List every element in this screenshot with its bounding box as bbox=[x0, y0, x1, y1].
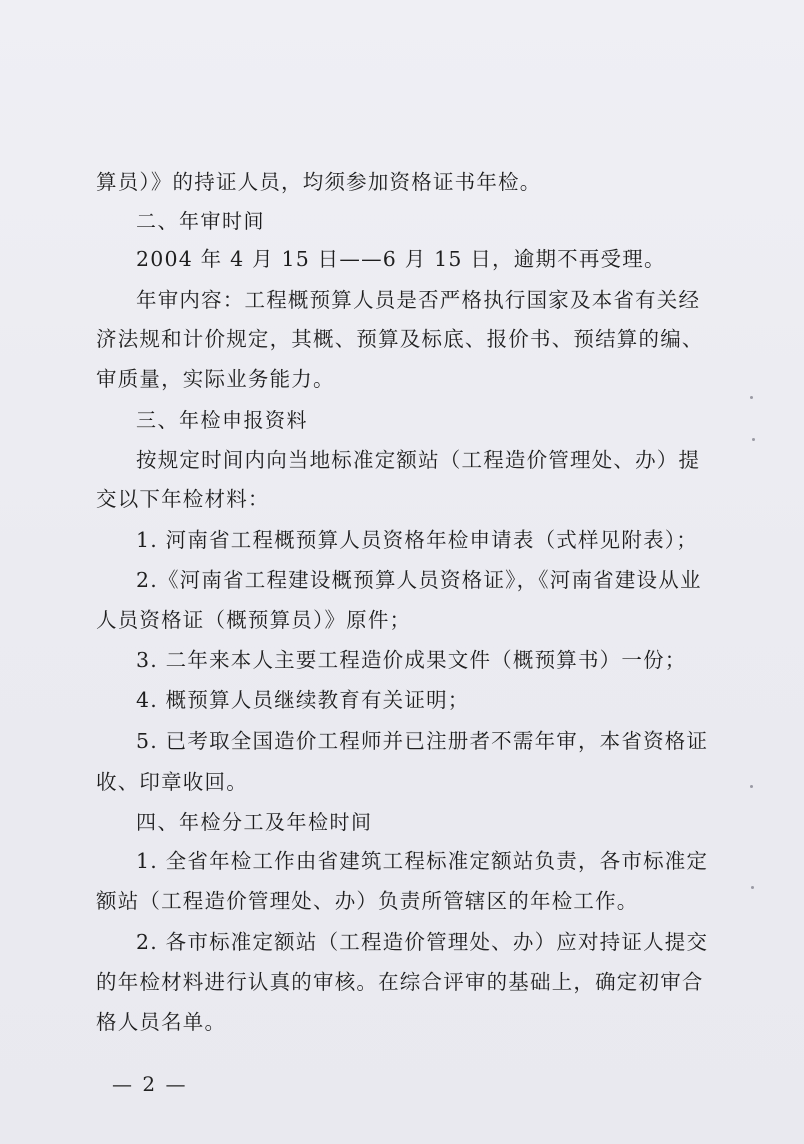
page-number: — 2 — bbox=[112, 1072, 188, 1096]
section-heading: 四、年检分工及年检时间 bbox=[136, 810, 373, 834]
scan-speck bbox=[750, 785, 753, 788]
section-heading: 三、年检申报资料 bbox=[136, 408, 308, 432]
section-heading: 二、年审时间 bbox=[136, 209, 265, 233]
body-text-line: 交以下年检材料： bbox=[96, 487, 270, 511]
body-text-line: 额站（工程造价管理处、办）负责所管辖区的年检工作。 bbox=[96, 889, 639, 913]
body-text-line: 人员资格证（概预算员）》原件； bbox=[96, 608, 412, 632]
body-text-line: 的年检材料进行认真的审核。在综合评审的基础上，确定初审合 bbox=[96, 970, 704, 994]
list-item: 5. 已考取全国造价工程师并已注册者不需年审，本省资格证 bbox=[136, 729, 709, 753]
list-item: 4. 概预算人员继续教育有关证明； bbox=[136, 688, 470, 712]
body-text-line: 算员）》的持证人员，均须参加资格证书年检。 bbox=[96, 170, 542, 194]
body-text-line: 格人员名单。 bbox=[96, 1010, 227, 1034]
list-item: 1. 河南省工程概预算人员资格年检申请表（式样见附表）； bbox=[136, 528, 698, 552]
list-item: 2. 各市标准定额站（工程造价管理处、办）应对持证人提交 bbox=[136, 930, 709, 954]
body-text-line: 年审内容：工程概预算人员是否严格执行国家及本省有关经 bbox=[136, 288, 701, 312]
scan-speck bbox=[752, 438, 755, 441]
body-text-line: 审质量，实际业务能力。 bbox=[96, 367, 335, 391]
body-text-line: 收、印章收回。 bbox=[96, 770, 248, 794]
body-text-line: 2004 年 4 月 15 日——6 月 15 日，逾期不再受理。 bbox=[136, 247, 666, 271]
list-item: 2.《河南省工程建设概预算人员资格证》，《河南省建设从业 bbox=[136, 568, 702, 592]
body-text-line: 按规定时间内向当地标准定额站（工程造价管理处、办）提 bbox=[136, 448, 701, 472]
body-text-line: 济法规和计价规定，其概、预算及标底、报价书、预结算的编、 bbox=[96, 327, 704, 351]
scan-speck bbox=[750, 396, 753, 399]
scan-speck bbox=[751, 886, 754, 889]
list-item: 3. 二年来本人主要工程造价成果文件（概预算书）一份； bbox=[136, 648, 687, 672]
list-item: 1. 全省年检工作由省建筑工程标准定额站负责，各市标准定 bbox=[136, 849, 709, 873]
